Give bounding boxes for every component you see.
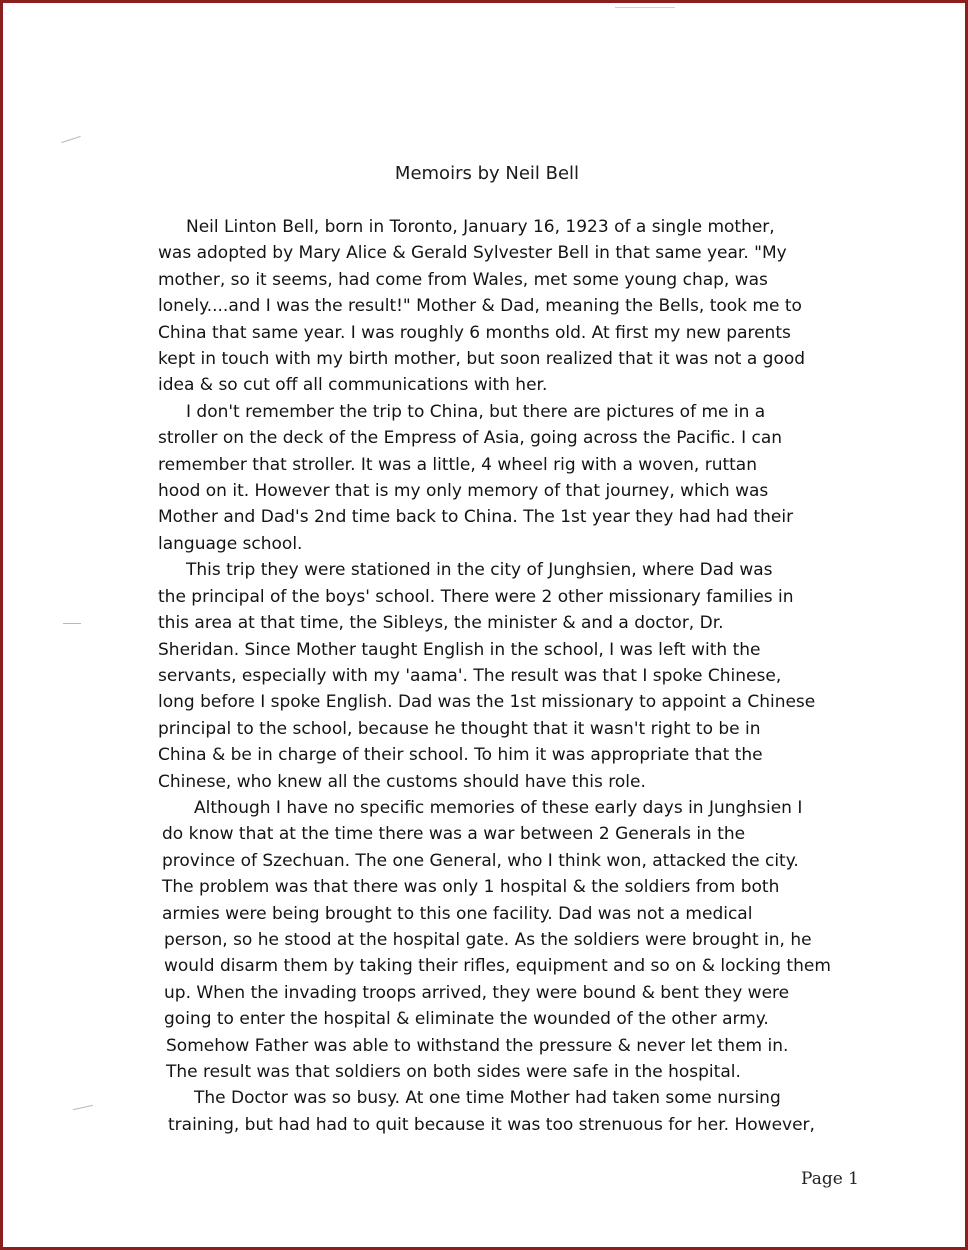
page-number: Page 1 (801, 1169, 859, 1189)
memoir-body (158, 214, 848, 1138)
text-line: would disarm them by taking their rifles, equipment and so on & locking them (164, 956, 831, 977)
text-line: The problem was that there was only 1 hospital & the soldiers from both (162, 877, 780, 898)
text-line: stroller on the deck of the Empress of Asia, going across the Pacific. I can (158, 428, 783, 449)
text-line: training, but had had to quit because it was too strenuous for her. However, (168, 1114, 815, 1135)
text-line: remember that stroller. It was a little, 4 wheel rig with a woven, ruttan (158, 454, 757, 475)
scan-artifact (73, 1105, 93, 1110)
text-line: mother, so it seems, had come from Wales, met some young chap, was (158, 269, 768, 290)
text-line: Sheridan. Since Mother taught English in the school, I was left with the (158, 639, 761, 660)
text-line: up. When the invading troops arrived, they were bound & bent they were (164, 982, 790, 1003)
text-line: this area at that time, the Sibleys, the minister & and a doctor, Dr. (158, 613, 724, 634)
text-line: was adopted by Mary Alice & Gerald Sylvester Bell in that same year. "My (158, 243, 787, 264)
text-line: province of Szechuan. The one General, who I think won, attacked the city. (162, 850, 799, 871)
text-line: The result was that soldiers on both sides were safe in the hospital. (166, 1062, 741, 1082)
text-line: Chinese, who knew all the customs should have this role. (158, 771, 646, 792)
text-line: the principal of the boys' school. There were 2 other missionary families in (158, 586, 794, 607)
text-line: Mother and Dad's 2nd time back to China. The 1st year they had had their (158, 507, 794, 528)
text-line: I don't remember the trip to China, but there are pictures of me in a (186, 401, 766, 422)
text-line: armies were being brought to this one facility. Dad was not a medical (162, 903, 753, 924)
text-line: do know that at the time there was a war between 2 Generals in the (162, 824, 746, 845)
text-line: Although I have no specific memories of these early days in Junghsien I (194, 797, 803, 818)
text-line: Neil Linton Bell, born in Toronto, January 16, 1923 of a single mother, (186, 217, 775, 237)
text-line: This trip they were stationed in the city of Junghsien, where Dad was (186, 560, 773, 581)
text-line: China that same year. I was roughly 6 months old. At first my new parents (158, 322, 791, 343)
scan-artifact (61, 136, 80, 143)
text-line: idea & so cut off all communications with her. (158, 375, 548, 396)
text-line: Somehow Father was able to withstand the pressure & never let them in. (166, 1035, 789, 1056)
text-line: long before I spoke English. Dad was the 1st missionary to appoint a Chinese (158, 692, 816, 713)
document-title: Memoirs by Neil Bell (394, 163, 580, 184)
text-line: The Doctor was so busy. At one time Mother had taken some nursing (194, 1088, 781, 1109)
scan-artifact (63, 623, 81, 624)
text-line: kept in touch with my birth mother, but soon realized that it was not a good (158, 349, 806, 370)
text-line: hood on it. However that is my only memory of that journey, which was (158, 481, 769, 502)
text-line: person, so he stood at the hospital gate. As the soldiers were brought in, he (164, 929, 812, 950)
scan-artifact (615, 7, 675, 8)
text-line: language school. (158, 533, 303, 554)
text-line: China & be in charge of their school. To him it was appropriate that the (158, 745, 763, 766)
text-line: lonely....and I was the result!" Mother & Dad, meaning the Bells, took me to (158, 296, 802, 317)
text-line: principal to the school, because he thought that it wasn't right to be in (158, 718, 761, 739)
text-line: going to enter the hospital & eliminate the wounded of the other army. (164, 1009, 769, 1030)
text-line: servants, especially with my 'aama'. The result was that I spoke Chinese, (158, 665, 782, 686)
